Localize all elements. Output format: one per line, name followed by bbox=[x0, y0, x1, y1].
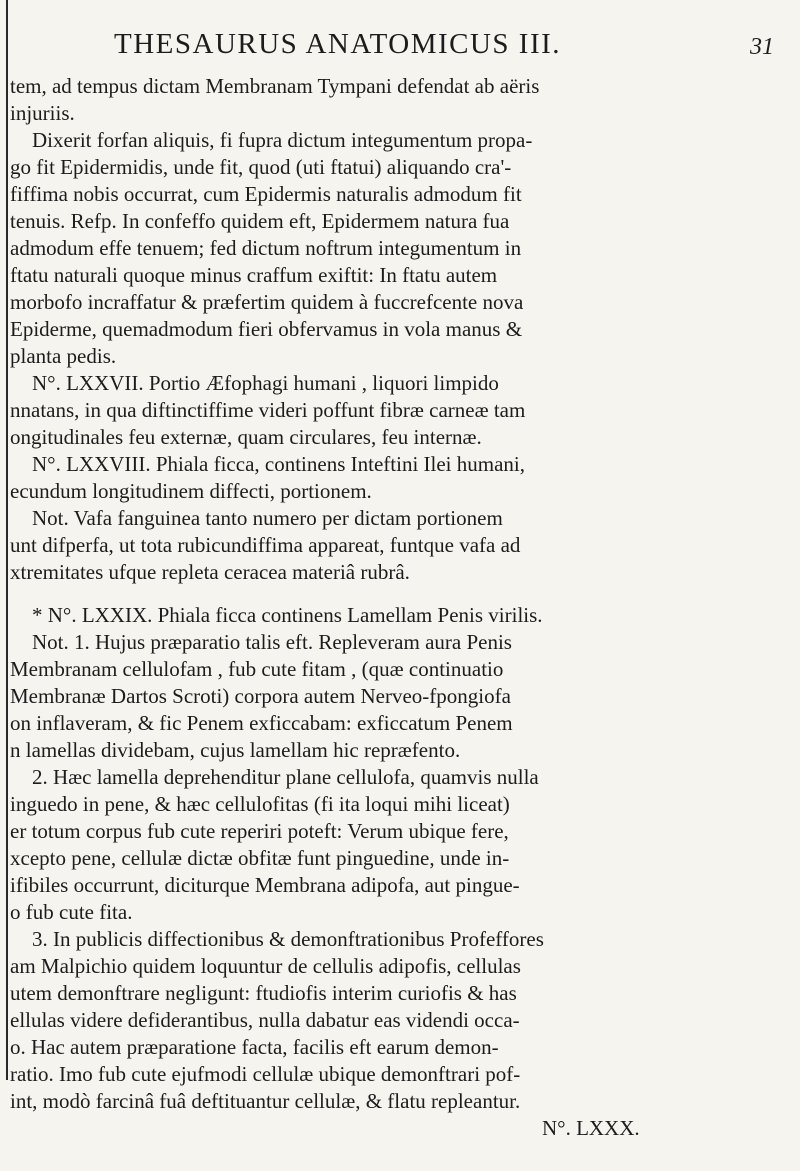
text-line: int, modò farcinâ fuâ deftituantur cellulæ, & flatu repleantur. bbox=[10, 1089, 521, 1113]
text-line: * N°. LXXIX. Phiala ficca continens Lamellam Penis virilis. bbox=[32, 603, 543, 627]
text-line: fiffima nobis occurrat, cum Epidermis naturalis admodum fit bbox=[10, 182, 522, 206]
text-line: o fub cute fita. bbox=[10, 900, 133, 924]
page-header bbox=[0, 28, 800, 68]
text-line: o. Hac autem præparatione facta, facilis eft earum demon- bbox=[10, 1035, 499, 1059]
text-line: 2. Hæc lamella deprehenditur plane cellulofa, quamvis nulla bbox=[32, 765, 539, 789]
text-line: unt difperfa, ut tota rubicundiffima appareat, funtque vafa ad bbox=[10, 533, 521, 557]
text-line: Membranam cellulofam , fub cute fitam , (quæ continuatio bbox=[10, 657, 504, 681]
text-line: er totum corpus fub cute reperiri poteft: Verum ubique fere, bbox=[10, 819, 509, 843]
body-text bbox=[0, 73, 800, 1142]
text-line: xtremitates ufque repleta ceracea materiâ rubrâ. bbox=[10, 560, 410, 584]
text-line: tem, ad tempus dictam Membranam Tympani defendat ab aëris bbox=[10, 74, 540, 98]
text-line: nnatans, in qua diftinctiffime videri poffunt fibræ carneæ tam bbox=[10, 398, 526, 422]
text-line: N°. LXXVIII. Phiala ficca, continens Inteftini Ilei humani, bbox=[32, 452, 525, 476]
text-line: xcepto pene, cellulæ dictæ obfitæ funt pinguedine, unde in- bbox=[10, 846, 510, 870]
page-number: 31 bbox=[750, 34, 774, 60]
text-line: morbofo incraffatur & præfertim quidem à fuccrefcente nova bbox=[10, 290, 524, 314]
text-line: Dixerit forfan aliquis, fi fupra dictum integumentum propa- bbox=[32, 128, 533, 152]
text-line: ongitudinales feu externæ, quam circulares, feu internæ. bbox=[10, 425, 482, 449]
text-line: planta pedis. bbox=[10, 344, 117, 368]
text-line: Membranæ Dartos Scroti) corpora autem Nerveo-fpongiofa bbox=[10, 684, 511, 708]
text-line: 3. In publicis diffectionibus & demonftrationibus Profeffores bbox=[32, 927, 544, 951]
text-line: inguedo in pene, & hæc cellulofitas (fi ita loqui mihi liceat) bbox=[10, 792, 510, 816]
text-line: Not. Vafa fanguinea tanto numero per dictam portionem bbox=[32, 506, 503, 530]
text-line: Not. 1. Hujus præparatio talis eft. Repleveram aura Penis bbox=[32, 630, 512, 654]
text-line: am Malpichio quidem loquuntur de cellulis adipofis, cellulas bbox=[10, 954, 521, 978]
text-line: on inflaveram, & fic Penem exficcabam: exficcatum Penem bbox=[10, 711, 513, 735]
text-line: ratio. Imo fub cute ejufmodi cellulæ ubique demonftrari pof- bbox=[10, 1062, 521, 1086]
text-line: admodum effe tenuem; fed dictum noftrum integumentum in bbox=[10, 236, 522, 260]
text-line: go fit Epidermidis, unde fit, quod (uti ftatui) aliquando cra'- bbox=[10, 155, 512, 179]
text-line: ftatu naturali quoque minus craffum exiftit: In ftatu autem bbox=[10, 263, 498, 287]
text-line: utem demonftrare negligunt: ftudiofis interim curiofis & has bbox=[10, 981, 517, 1005]
running-title: THESAURUS ANATOMICUS III. bbox=[114, 28, 562, 60]
paragraph-gap bbox=[0, 586, 800, 602]
text-line: n lamellas dividebam, cujus lamellam hic repræfento. bbox=[10, 738, 461, 762]
text-line: ellulas videre defiderantibus, nulla dabatur eas videndi occa- bbox=[10, 1008, 520, 1032]
text-line: Epiderme, quemadmodum fieri obfervamus in vola manus & bbox=[10, 317, 523, 341]
text-line: tenuis. Refp. In confeffo quidem eft, Epidermem natura fua bbox=[10, 209, 510, 233]
catchword: N°. LXXX. bbox=[542, 1116, 640, 1140]
text-line: ecundum longitudinem diffecti, portionem. bbox=[10, 479, 372, 503]
text-line: N°. LXXVII. Portio Æfophagi humani , liquori limpido bbox=[32, 371, 499, 395]
text-line: injuriis. bbox=[10, 101, 75, 125]
text-line: ifibiles occurrunt, diciturque Membrana adipofa, aut pingue- bbox=[10, 873, 520, 897]
